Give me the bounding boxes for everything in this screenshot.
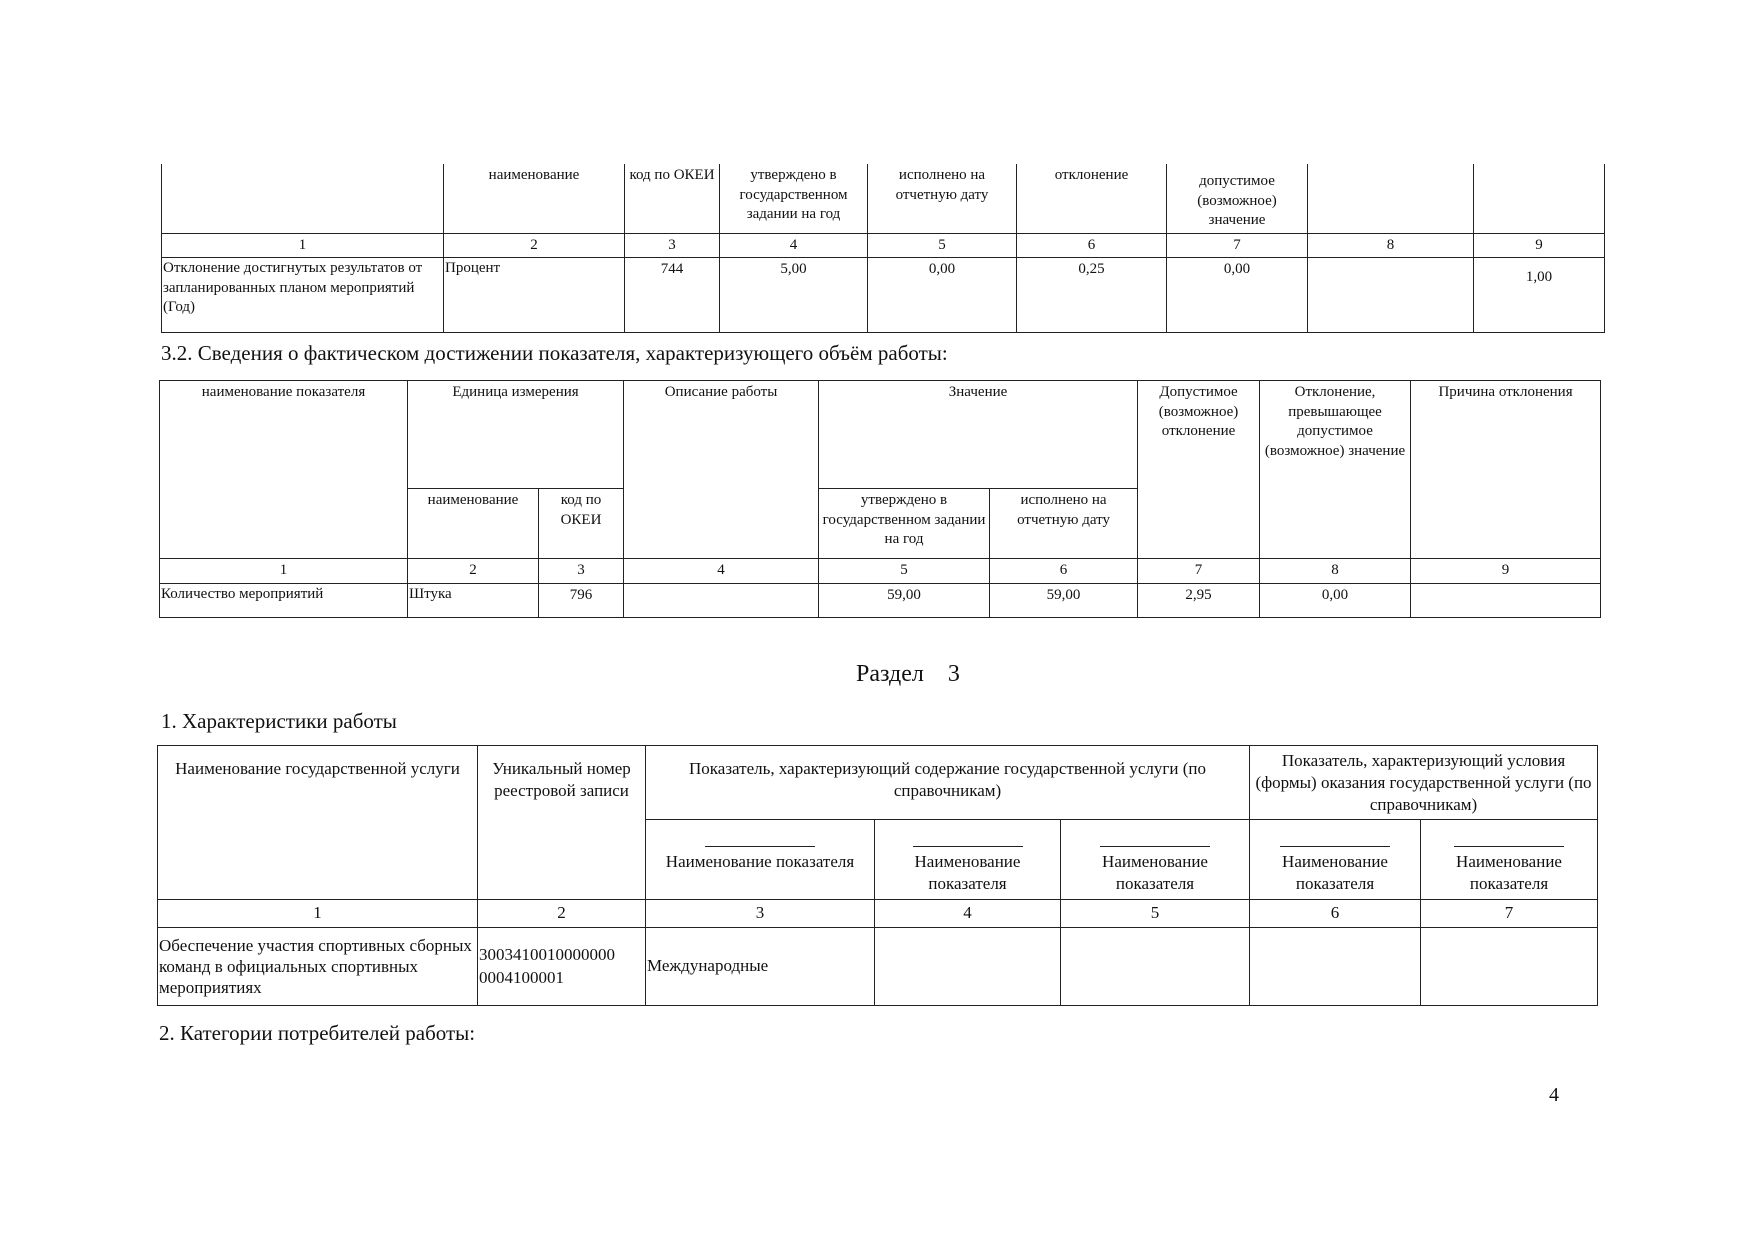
work-characteristics-title: 1. Характеристики работы xyxy=(161,709,397,733)
header-approved: утверждено в государственном задании на год xyxy=(819,489,990,559)
indicator-name: Количество мероприятий xyxy=(160,583,408,617)
table1-header-cell: утверждено в государственном задании на год xyxy=(720,164,868,233)
column-number: 3 xyxy=(646,900,875,928)
indicator-label: Наименование показателя xyxy=(1282,852,1388,894)
header-exceeding-deviation: Отклонение, превышающее допустимое (возможное) значение xyxy=(1260,381,1411,559)
work-description xyxy=(624,583,819,617)
done-value: 59,00 xyxy=(990,583,1138,617)
column-number: 4 xyxy=(875,900,1061,928)
column-number: 7 xyxy=(1138,559,1260,584)
column-number: 6 xyxy=(1250,900,1421,928)
indicator-label: Наименование показателя xyxy=(914,852,1021,894)
section-heading xyxy=(856,662,960,686)
section32-title: 3.2. Сведения о фактическом достижении показателя, характеризующего объём работы: xyxy=(161,341,948,365)
header-deviation-reason: Причина отклонения xyxy=(1411,381,1601,559)
table3-header-row xyxy=(158,746,1598,820)
empty-cell xyxy=(1308,258,1474,333)
table-row xyxy=(158,928,1598,1006)
approved-value: 5,00 xyxy=(720,258,868,333)
column-number: 2 xyxy=(408,559,539,584)
empty-cell xyxy=(1061,928,1250,1006)
header-indicator-col7 xyxy=(1421,820,1598,900)
column-number: 5 xyxy=(868,233,1017,258)
empty-cell xyxy=(1250,928,1421,1006)
unique-number-line1: 3003410010000000 xyxy=(479,945,615,965)
table1-header-cell xyxy=(1474,164,1605,233)
indicator-label: Наименование показателя xyxy=(1456,852,1562,894)
table2-header-row xyxy=(160,381,1601,489)
header-conditions-indicator: Показатель, характеризующий условия (формы) оказания государственной услуги (по справочникам) xyxy=(1250,746,1598,820)
column-number: 4 xyxy=(720,233,868,258)
column-number: 8 xyxy=(1308,233,1474,258)
okei-code: 796 xyxy=(539,583,624,617)
column-number: 2 xyxy=(478,900,646,928)
indicator-name: Отклонение достигнутых результатов от запланированных планом мероприятий (Год) xyxy=(162,258,444,333)
unit-name: Штука xyxy=(408,583,539,617)
work-characteristics-table xyxy=(157,745,1598,1006)
approved-value: 59,00 xyxy=(819,583,990,617)
table2-number-row xyxy=(160,559,1601,584)
column-number: 4 xyxy=(624,559,819,584)
column-number: 7 xyxy=(1421,900,1598,928)
table1-header-cell: отклонение xyxy=(1017,164,1167,233)
section-number: 3 xyxy=(947,661,960,687)
column-number: 8 xyxy=(1260,559,1411,584)
unit-name: Процент xyxy=(444,258,625,333)
page-number: 4 xyxy=(1549,1084,1559,1106)
column-number: 2 xyxy=(444,233,625,258)
section-label: Раздел xyxy=(856,661,924,687)
table1-number-row xyxy=(162,233,1605,258)
indicator-quality-table xyxy=(161,164,1605,333)
table1-header-empty xyxy=(162,164,444,233)
header-service-name: Наименование государственной услуги xyxy=(158,746,478,900)
table1-header-row xyxy=(162,164,1605,233)
table-row xyxy=(160,583,1601,617)
column-number: 6 xyxy=(990,559,1138,584)
table1-header-cell: наименование xyxy=(444,164,625,233)
header-unique-number: Уникальный номер реестровой записи xyxy=(478,746,646,900)
column-number: 1 xyxy=(160,559,408,584)
header-work-description: Описание работы xyxy=(624,381,819,559)
okei-code: 744 xyxy=(625,258,720,333)
table3-number-row xyxy=(158,900,1598,928)
column-number: 7 xyxy=(1167,233,1308,258)
header-indicator-col5 xyxy=(1061,820,1250,900)
column-number: 1 xyxy=(158,900,478,928)
header-indicator-col3 xyxy=(646,820,875,900)
exceeding-deviation-value: 0,00 xyxy=(1260,583,1411,617)
column-number: 3 xyxy=(539,559,624,584)
header-okei-code: код по ОКЕИ xyxy=(539,489,624,559)
header-value: Значение xyxy=(819,381,1138,489)
table1-header-cell: допустимое (возможное) значение xyxy=(1167,164,1308,233)
table-row xyxy=(162,258,1605,333)
column-number: 5 xyxy=(819,559,990,584)
column-number: 5 xyxy=(1061,900,1250,928)
deviation-value: 0,25 xyxy=(1017,258,1167,333)
column-number: 9 xyxy=(1474,233,1605,258)
unique-number-line2: 0004100001 xyxy=(479,967,564,987)
table1-header-cell xyxy=(1308,164,1474,233)
header-done: исполнено на отчетную дату xyxy=(990,489,1138,559)
table1-header-cell: исполнено на отчетную дату xyxy=(868,164,1017,233)
header-unit-name: наименование xyxy=(408,489,539,559)
empty-cell xyxy=(1421,928,1598,1006)
header-unit: Единица измерения xyxy=(408,381,624,489)
column-number: 3 xyxy=(625,233,720,258)
last-value: 1,00 xyxy=(1474,258,1605,333)
header-content-indicator: Показатель, характеризующий содержание государственной услуги (по справочникам) xyxy=(646,746,1250,820)
column-number: 6 xyxy=(1017,233,1167,258)
work-volume-table xyxy=(159,380,1601,618)
deviation-reason xyxy=(1411,583,1601,617)
allowed-deviation-value: 2,95 xyxy=(1138,583,1260,617)
consumer-categories-title: 2. Категории потребителей работы: xyxy=(159,1021,476,1045)
indicator-label: Наименование показателя xyxy=(665,852,855,871)
content-value: Международные xyxy=(646,928,875,1006)
column-number: 1 xyxy=(162,233,444,258)
header-allowed-deviation: Допустимое (возможное) отклонение xyxy=(1138,381,1260,559)
done-value: 0,00 xyxy=(868,258,1017,333)
column-number: 9 xyxy=(1411,559,1601,584)
table1-header-cell: код по ОКЕИ xyxy=(625,164,720,233)
indicator-label: Наименование показателя xyxy=(1102,852,1208,894)
service-name: Обеспечение участия спортивных сборных команд в официальных спортивных мероприятиях xyxy=(158,928,478,1006)
unique-number xyxy=(478,928,646,1006)
header-indicator-name: наименование показателя xyxy=(160,381,408,559)
header-indicator-col4 xyxy=(875,820,1061,900)
empty-cell xyxy=(875,928,1061,1006)
header-indicator-col6 xyxy=(1250,820,1421,900)
allowed-value: 0,00 xyxy=(1167,258,1308,333)
